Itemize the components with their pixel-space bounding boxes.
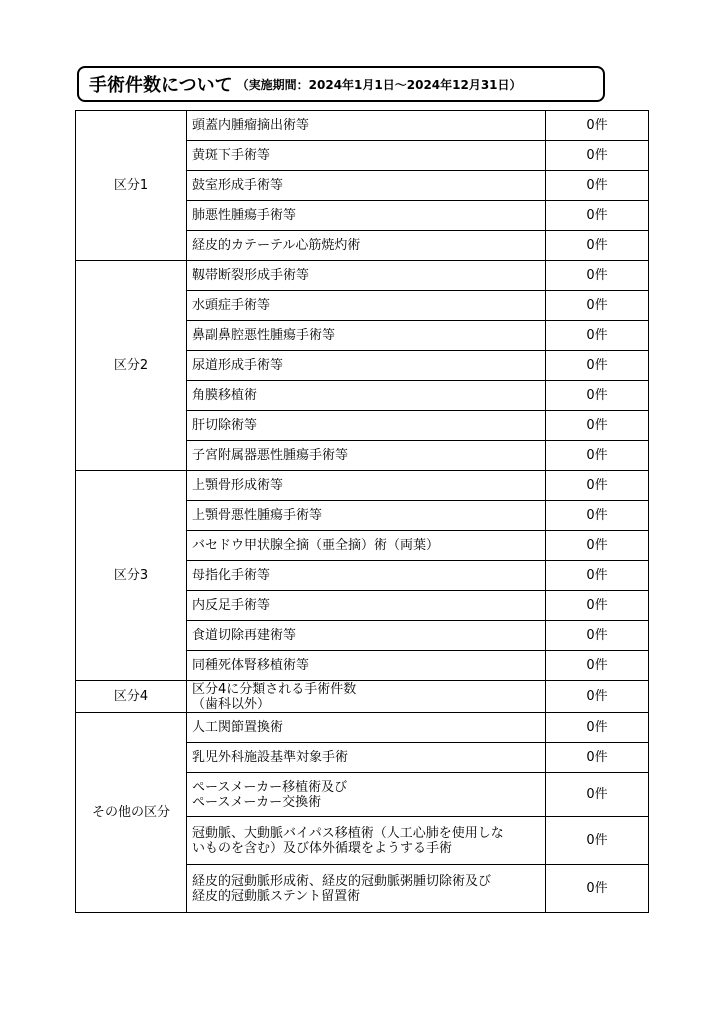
procedure-count: 0件 [546, 471, 649, 501]
procedure-name: 鼻副鼻腔悪性腫瘍手術等 [187, 321, 546, 351]
procedure-count: 0件 [546, 231, 649, 261]
procedure-name [187, 817, 546, 865]
procedure-name: 黄斑下手術等 [187, 141, 546, 171]
procedure-name-line: ペースメーカー移植術及び [192, 779, 348, 795]
category-cell: 区分3 [76, 471, 187, 681]
table-row [76, 261, 649, 291]
procedure-name-line: （歯科以外） [192, 696, 271, 712]
procedure-name: 水頭症手術等 [187, 291, 546, 321]
category-cell: 区分1 [76, 111, 187, 261]
procedure-name: 靱帯断裂形成手術等 [187, 261, 546, 291]
procedure-count: 0件 [546, 817, 649, 865]
category-cell: 区分4 [76, 681, 187, 713]
procedure-name-line: 経皮的冠動脈形成術、経皮的冠動脈粥腫切除術及び [192, 873, 492, 889]
procedure-name: 角膜移植術 [187, 381, 546, 411]
procedure-count: 0件 [546, 651, 649, 681]
procedure-name: 上顎骨悪性腫瘍手術等 [187, 501, 546, 531]
procedure-count: 0件 [546, 351, 649, 381]
procedure-name [187, 865, 546, 913]
table-row [76, 471, 649, 501]
procedure-name: 子宮附属器悪性腫瘍手術等 [187, 441, 546, 471]
category-cell: その他の区分 [76, 713, 187, 913]
page-title-box [77, 66, 605, 102]
procedure-name: 鼓室形成手術等 [187, 171, 546, 201]
procedure-count: 0件 [546, 171, 649, 201]
procedure-name-line: 経皮的冠動脈ステント留置術 [192, 888, 361, 904]
procedure-name [187, 773, 546, 817]
procedure-name: 食道切除再建術等 [187, 621, 546, 651]
procedure-name: 肺悪性腫瘍手術等 [187, 201, 546, 231]
procedure-count: 0件 [546, 743, 649, 773]
table-row [76, 713, 649, 743]
procedure-count: 0件 [546, 201, 649, 231]
category-cell: 区分2 [76, 261, 187, 471]
procedure-name: 内反足手術等 [187, 591, 546, 621]
procedure-name: 乳児外科施設基準対象手術 [187, 743, 546, 773]
procedure-count: 0件 [546, 441, 649, 471]
page-title: 手術件数について [89, 75, 233, 96]
procedure-name: 人工関節置換術 [187, 713, 546, 743]
surgery-count-table [75, 110, 649, 913]
procedure-name: 同種死体腎移植術等 [187, 651, 546, 681]
table-row [76, 681, 649, 713]
procedure-count: 0件 [546, 111, 649, 141]
procedure-count: 0件 [546, 261, 649, 291]
procedure-count: 0件 [546, 141, 649, 171]
procedure-name: 母指化手術等 [187, 561, 546, 591]
procedure-name-line: ペースメーカー交換術 [192, 794, 322, 810]
procedure-count: 0件 [546, 681, 649, 713]
procedure-count: 0件 [546, 591, 649, 621]
procedure-name [187, 681, 546, 713]
procedure-name: バセドウ甲状腺全摘（亜全摘）術（両葉） [187, 531, 546, 561]
procedure-name: 経皮的カテーテル心筋焼灼術 [187, 231, 546, 261]
procedure-count: 0件 [546, 621, 649, 651]
procedure-count: 0件 [546, 381, 649, 411]
procedure-count: 0件 [546, 713, 649, 743]
procedure-name-line: 区分4に分類される手術件数 [192, 681, 357, 697]
procedure-count: 0件 [546, 291, 649, 321]
procedure-name: 上顎骨形成術等 [187, 471, 546, 501]
procedure-count: 0件 [546, 561, 649, 591]
procedure-count: 0件 [546, 865, 649, 913]
period-label: （実施期間：2024年1月1日～2024年12月31日） [236, 77, 522, 92]
procedure-name-line: いものを含む）及び体外循環をようする手術 [192, 840, 453, 856]
procedure-name: 頭蓋内腫瘤摘出術等 [187, 111, 546, 141]
procedure-name: 肝切除術等 [187, 411, 546, 441]
table-row [76, 111, 649, 141]
procedure-name: 尿道形成手術等 [187, 351, 546, 381]
procedure-count: 0件 [546, 773, 649, 817]
procedure-count: 0件 [546, 321, 649, 351]
procedure-count: 0件 [546, 411, 649, 441]
procedure-count: 0件 [546, 531, 649, 561]
procedure-name-line: 冠動脈、大動脈バイパス移植術（人工心肺を使用しな [192, 825, 504, 841]
procedure-count: 0件 [546, 501, 649, 531]
